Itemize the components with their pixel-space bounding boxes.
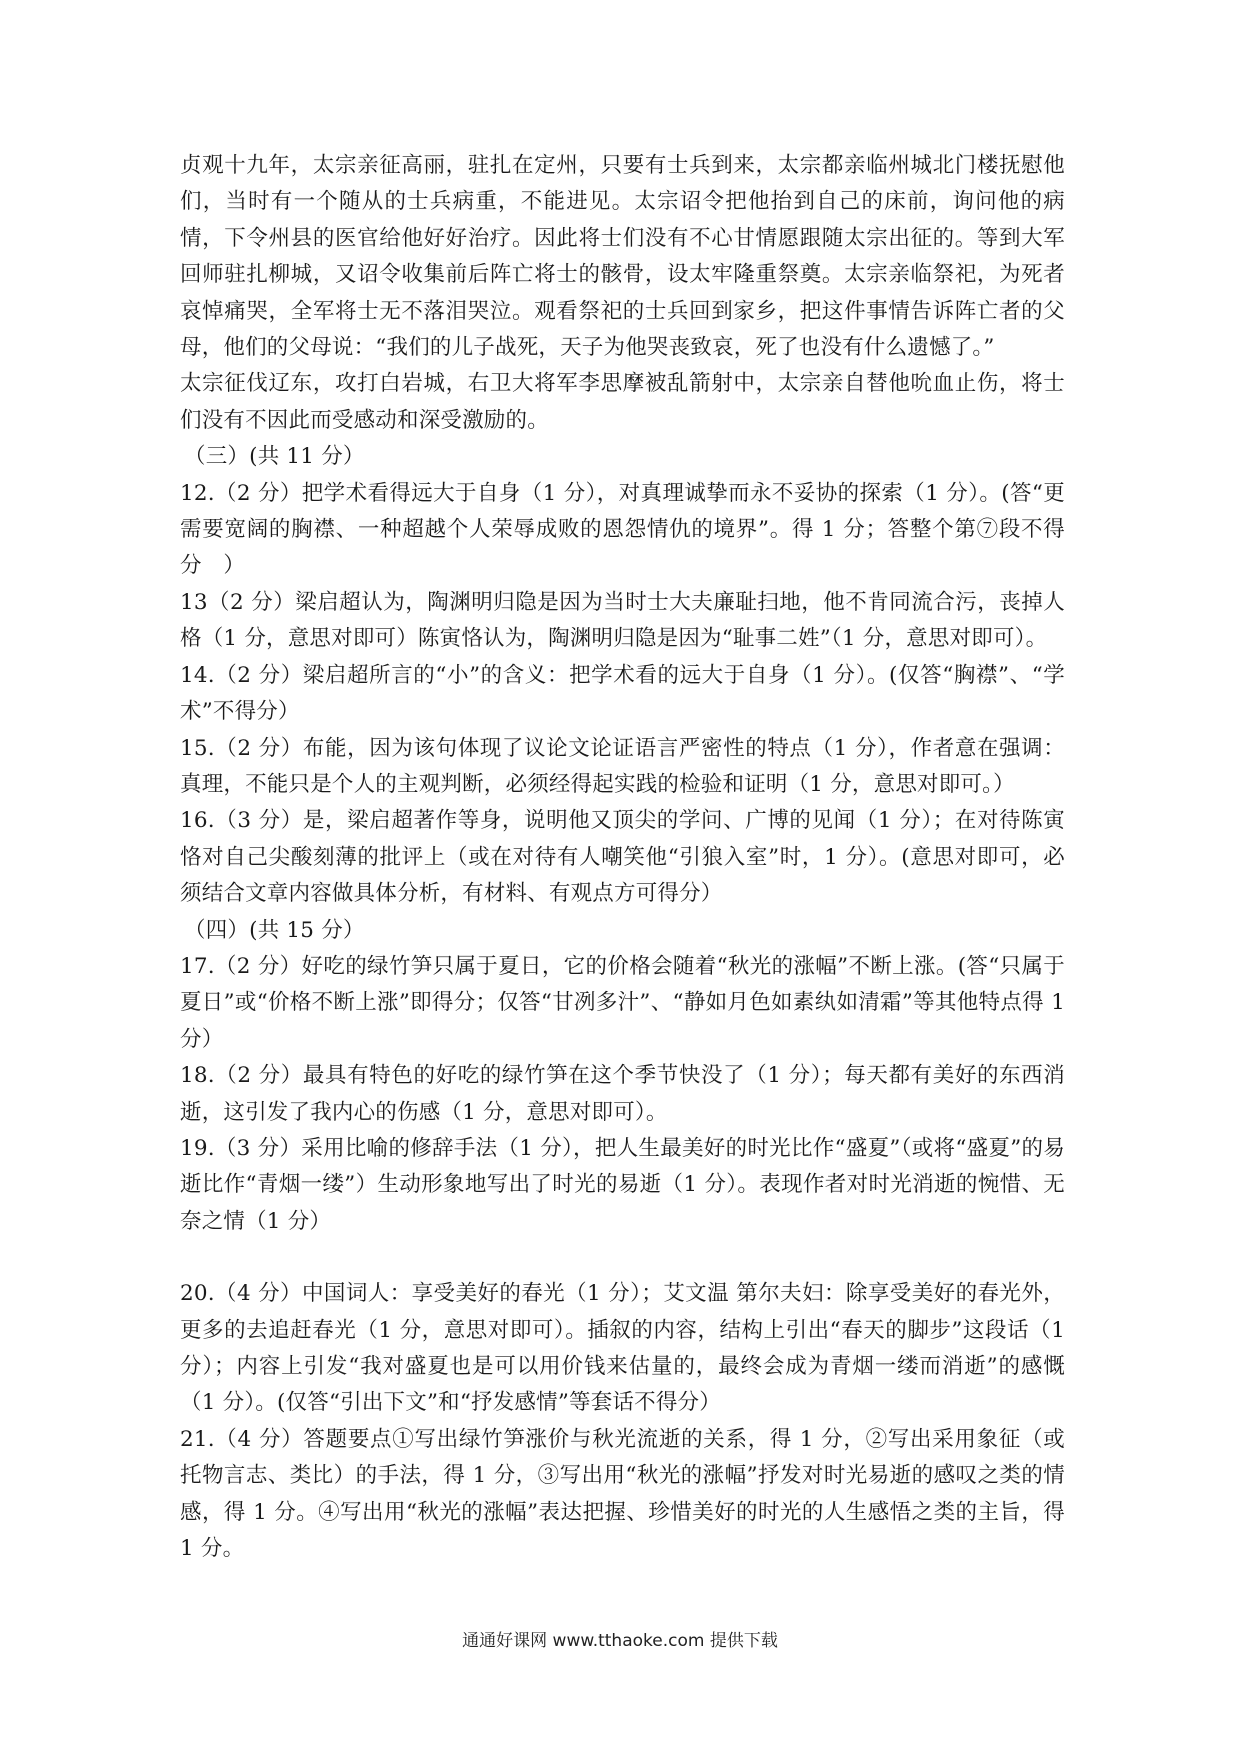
answer-19: 19.（3 分）采用比喻的修辞手法（1 分），把人生最美好的时光比作“盛夏”（或将“盛夏”的易逝比作“青烟一缕”）生动形象地写出了时光的易逝（1 分）。表现作者对时光消逝的惋惜、无奈之情（1 分） — [180, 1135, 1065, 1234]
section-4-heading: （四）(共 15 分） — [184, 917, 365, 943]
answer-12: 12.（2 分）把学术看得远大于自身（1 分），对真理诚挚而永不妥协的探索（1 分）。(答“更需要宽阔的胸襟、一种超越个人荣辱成败的恩怨情仇的境界”。得 1 分；答整个第⑦段不得分 ） — [180, 480, 1065, 579]
answer-17: 17.（2 分）好吃的绿竹笋只属于夏日，它的价格会随着“秋光的涨幅”不断上涨。(答“只属于夏日”或“价格不断上涨”即得分；仅答“甘冽多汁”、“静如月色如素纨如清霜”等其他特点得 1 分） — [180, 953, 1065, 1052]
translation-paragraph-1: 贞观十九年，太宗亲征高丽，驻扎在定州，只要有士兵到来，太宗都亲临州城北门楼抚慰他们，当时有一个随从的士兵病重，不能进见。太宗诏令把他抬到自己的床前，询问他的病情，下令州县的医官给他好好治疗。因此将士们没有不心甘情愿跟随太宗出征的。等到大军回师驻扎柳城，又诏令收集前后阵亡将士的骸骨，设太牢隆重祭奠。太宗亲临祭祀，为死者哀悼痛哭，全军将士无不落泪哭泣。观看祭祀的士兵回到家乡，把这件事情告诉阵亡者的父母，他们的父母说：“我们的儿子战死，天子为他哭丧致哀，死了也没有什么遗憾了。” — [180, 153, 1065, 361]
page-footer: 通通好课网 www.tthaoke.com 提供下载 — [462, 1631, 778, 1651]
answer-21: 21.（4 分）答题要点①写出绿竹笋涨价与秋光流逝的关系，得 1 分，②写出采用象征（或托物言志、类比）的手法，得 1 分，③写出用“秋光的涨幅”抒发对时光易逝的感叹之类的情感，得 1 分。④写出用“秋光的涨幅”表达把握、珍惜美好的时光的人生感悟之类的主旨，得 1 分。 — [180, 1426, 1065, 1562]
section-3-heading: （三）(共 11 分） — [184, 444, 365, 470]
answer-18: 18.（2 分）最具有特色的好吃的绿竹笋在这个季节快没了（1 分）；每天都有美好的东西消逝，这引发了我内心的伤感（1 分，意思对即可）。 — [180, 1063, 1065, 1125]
answer-20: 20.（4 分）中国词人：享受美好的春光（1 分）；艾文温 第尔夫妇：除享受美好的春光外，更多的去追赶春光（1 分，意思对即可）。插叙的内容，结构上引出“春天的脚步”这段话（1 分）；内容上引发“我对盛夏也是可以用价钱来估量的，最终会成为青烟一缕而消逝”的感慨（1 分）。(仅答“引出下文”和“抒发感情”等套话不得分） — [180, 1281, 1065, 1416]
answer-13: 13（2 分）梁启超认为，陶渊明归隐是因为当时士大夫廉耻扫地，他不肯同流合污，丧掉人格（1 分，意思对即可）陈寅恪认为，陶渊明归隐是因为“耻事二姓”（1 分，意思对即可）。 — [180, 589, 1065, 652]
answer-14: 14.（2 分）梁启超所言的“小”的含义：把学术看的远大于自身（1 分）。(仅答“胸襟”、“学术”不得分） — [180, 662, 1065, 725]
answer-15: 15.（2 分）布能，因为该句体现了议论文论证语言严密性的特点（1 分），作者意在强调：真理，不能只是个人的主观判断，必须经得起实践的检验和证明（1 分，意思对即可。） — [180, 735, 1065, 797]
blank-line — [180, 1240, 1065, 1276]
answer-key-body — [180, 148, 1065, 1567]
answer-16: 16.（3 分）是，梁启超著作等身，说明他又顶尖的学问、广博的见闻（1 分）；在对待陈寅恪对自己尖酸刻薄的批评上（或在对待有人嘲笑他“引狼入室”时，1 分）。(意思对即可，必须结合文章内容做具体分析，有材料、有观点方可得分） — [180, 808, 1065, 907]
translation-paragraph-2: 太宗征伐辽东，攻打白岩城，右卫大将军李思摩被乱箭射中，太宗亲自替他吮血止伤，将士们没有不因此而受感动和深受激励的。 — [180, 371, 1065, 433]
